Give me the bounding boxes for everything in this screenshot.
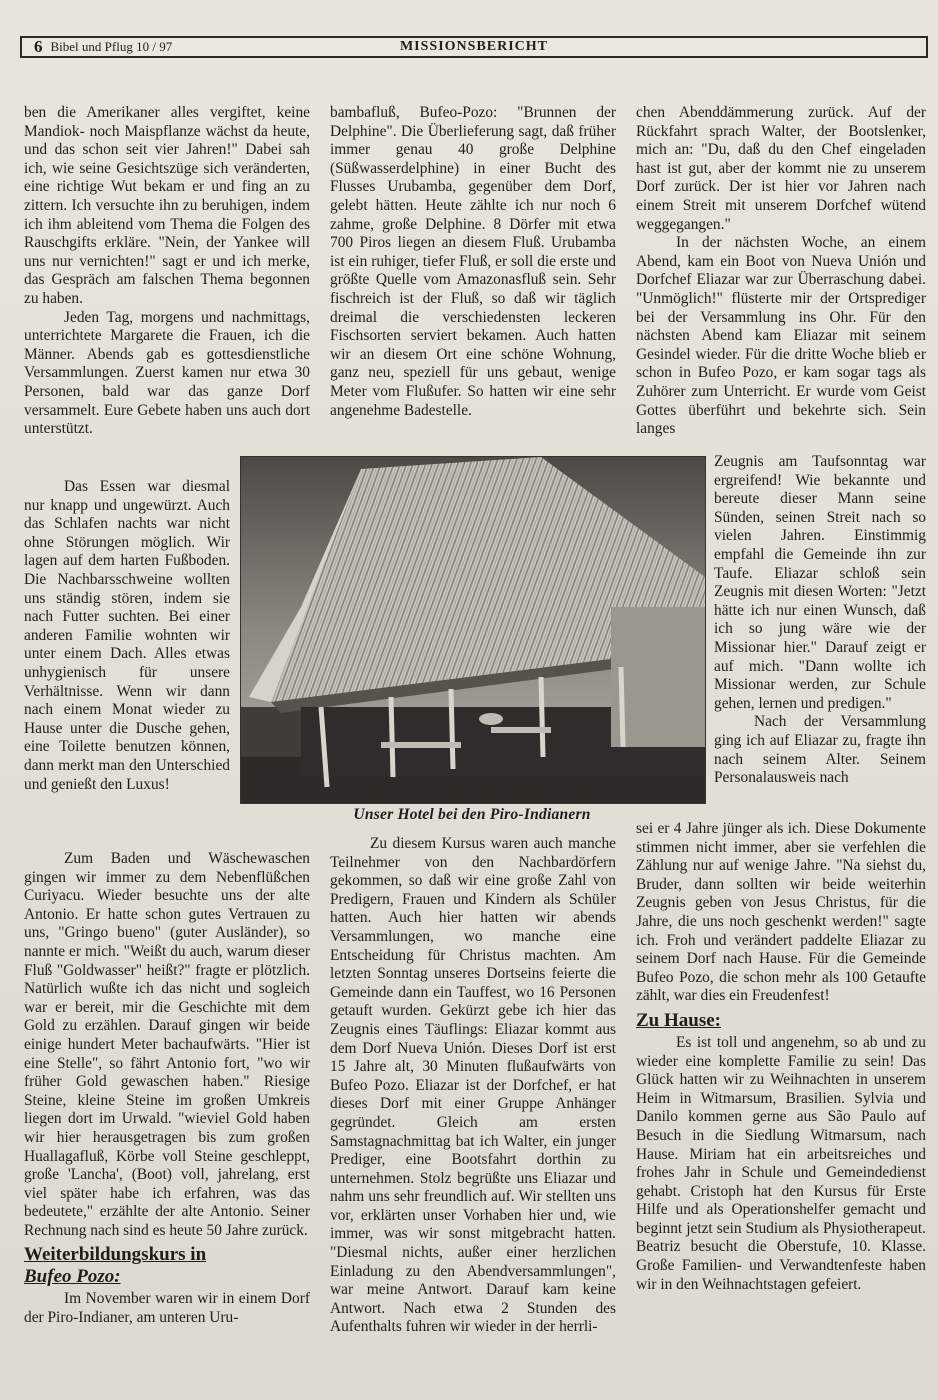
publication-issue: Bibel und Pflug 10 / 97 [50, 39, 173, 54]
paragraph: ben die Amerikaner alles vergiftet, keine Mandiok- noch Maispflanze wächst da heute, und das schon seit vier Jahren!" Dabei sah ich, wie seine Gesichtszüge sich veränderten, eine richtige Wut bekam er und fing an zu zittern. Ich versuchte ihn zu beruhigen, indem ich ihm ableitend vom Thema die Folgen des Rauschgifts erkläre. "Nein, der Yankee will uns nur vernichten!" sagt er und ich merke, das Gespräch am falschen Thema begonnen zu haben. [24, 104, 310, 307]
paragraph: Es ist toll und angenehm, so ab und zu wieder eine komplette Familie zu sein! Das Glück hatten wir zu Weihnachten in unserem Heim in Witmarsum, Brasilien. Sylvia und Danilo kommen gerne aus São Paulo auf Besuch in die Siedlung Witmarsum, nach Hause. Miriam hat ein arbeitsreiches und frohes Jahr in Schule und Gemeindedienst gehabt. Cristoph hat den Kursus für Erste Hilfe und als Operationshelfer gemacht und beginnt jetzt sein Studium als Physiotherapeut. Beatriz besucht die Oberstufe, 10. Klasse. Große Familien- und Verwandtenfeste haben wir in den Weihnachtstagen gefeiert. [636, 1033, 926, 1293]
column-2-lower [330, 835, 616, 1337]
paragraph: bambafluß, Bufeo-Pozo: "Brunnen der Delphine". Die Überlieferung sagt, daß früher immer genau 40 große Delphine (Süßwasserdelphine) in einer Bucht des Flusses Urubamba, gegenüber dem Dorf, gelebt hätten. Heute zählte ich nur noch 6 zahme, große Delphine. 8 Dörfer mit etwa 700 Piros liegen an diesem Fluß. Urubamba ist ein ruhiger, tiefer Fluß, er soll die erste und größte Quelle vom Amazonasfluß sein. Sehr fischreich ist der Fluß, so daß wir täglich dreimal die verschiedensten leckeren Fischsorten serviert bekamen. Auch hatten wir an diesem Ort eine schöne Wohnung, ganz neu, speziell für uns gebaut, wenige Meter vom Flußufer. So hatten wir eine sehr angenehme Badestelle. [330, 104, 616, 419]
paragraph: Das Essen war diesmal nur knapp und ungewürzt. Auch das Schlafen nachts war nicht ohne Störungen möglich. Wir lagen auf dem harten Fußboden. Die Nachbarsschweine wollten uns ständig stören, indem sie nach Futter suchten. Bei einer anderen Familie wohnten wir unter einem Dach. Alles etwas unhygienisch für unsere Verhältnisse. Wenn wir dann nach einem Monat wieder zu Hause unter die Dusche gehen, eine Toilette benutzen können, dann merkt man den Unterschied und genießt den Luxus! [24, 478, 230, 793]
paragraph: Nach der Versammlung ging ich auf Eliazar zu, fragte ihn nach seinem Alter. Seinem Personalausweis nach [714, 713, 926, 787]
paragraph: Zeugnis am Taufsonntag war ergreifend! Wie bekannte und bereute dieser Mann seine Sünden, seinen Streit nach so vielen Jahren. Einstimmig empfahl die Gemeinde ihn zur Taufe. Eliazar schloß sein Zeugnis mit diesen Worten: "Jetzt hätte ich nur einen Wunsch, daß ich so jung wäre wie der Missionar hier." Darauf zeigt er auf mich. "Dann wollte ich Missionar werden, zur Schule gehen, lernen und predigen." [714, 453, 926, 712]
column-3-top [636, 104, 926, 439]
column-2-top [330, 104, 616, 420]
paragraph: Im November waren wir in einem Dorf der Piro-Indianer, am unteren Uru- [24, 1290, 310, 1327]
section-title: MISSIONSBERICHT [399, 39, 549, 54]
column-3-beside-photo [714, 453, 926, 788]
column-1-lower [24, 850, 310, 1328]
hut-photo [240, 456, 706, 804]
page-number: 6 [34, 37, 43, 56]
paragraph: Jeden Tag, morgens und nachmittags, unterrichtete Margarete die Frauen, ich die Männer. Abends gab es gottesdienstliche Versammlungen. Zuerst kamen nur etwa 30 Personen, bald war das ganze Dorf versammelt. Eure Gebete haben uns auch dort unterstützt. [24, 308, 310, 438]
paragraph: chen Abenddämmerung zurück. Auf der Rückfahrt sprach Walter, der Bootslenker, mich an: "Du, daß du den Chef eingeladen hast ist gut, aber der kommt nie zu unserem Dorf zurück. Der ist hier vor Jahren nach einem Streit mit unserem Dorfchef wütend weggegangen." [636, 104, 926, 233]
paragraph: Zum Baden und Wäschewaschen gingen wir immer zu dem Nebenflüßchen Curiyacu. Wieder besuchte uns der alte Antonio. Er hatte schon gutes Vertrauen zu uns, "Gringo bueno" (guter Ausländer), so nannte er mich. "Weißt du auch, warum dieser Fluß "Goldwasser" heißt?" fragte er plötzlich. Natürlich wußte ich das nicht und sogleich war er bereit, mir die Geschichte mit dem Gold zu erzählen. Darauf gingen wir beide einige hundert Meter bachaufwärts. "Hier ist eine Stelle", so fährt Antonio fort, "wo wir früher Gold gewaschen haben." Riesige Steine, kleine Steine im großen Umkreis liegen dort im Urwald. "wieviel Gold haben wir hier herausgetragen bis zum großen Huallagafluß, Körbe voll Steine geschleppt, große 'Lancha', (Boot) voll, jahrelang, erst viel später habe ich erfahren, was das bedeutete," erzählte der alte Antonio. Seiner Rechnung nach sind es heute 50 Jahre zurück. [24, 850, 310, 1239]
column-1-beside-photo [24, 478, 230, 794]
paragraph: In der nächsten Woche, an einem Abend, kam ein Boot von Nueva Unión und Dorfchef Eliazar war zur Überraschung dabei. "Unmöglich!" flüsterte mir der Ortsprediger bei der Versammlung ins Ohr. Für den nächsten Abend kam Eliazar mit seinem Gesindel wieder. Für die dritte Woche blieb er schon in Bufeo Pozo, er kam sogar tags als Zuhörer zum Unterricht. Er wurde vom Geist Gottes überführt und bekehrte sich. Sein langes [636, 234, 926, 438]
subheading-line-1: Weiterbildungskurs in [24, 1244, 207, 1266]
page-header [20, 36, 928, 58]
subheading-zu-hause: Zu Hause: [636, 1009, 721, 1031]
subheading-line-2: Bufeo Pozo: [24, 1266, 121, 1288]
photo-caption: Unser Hotel bei den Piro-Indianern [353, 806, 591, 823]
paragraph: sei er 4 Jahre jünger als ich. Diese Dokumente stimmen nicht immer, aber sie verfehlen die Zählung nur auf wenige Jahre. "Na siehst du, Bruder, dann sollten wir beide weiterhin Zeugnis geben von Jesus Christus, für die Jahre, die uns noch geschenkt werden!" sagte ich. Froh und verändert paddelte Eliazar zu seinem Dorf nach Hause. Für die Gemeinde Bufeo Pozo, die schon mehr als 100 Getaufte zählt, war dies ein Freudenfest! [636, 820, 926, 1005]
thatched-hut-illustration [241, 457, 705, 803]
column-3-lower [636, 820, 926, 1294]
paragraph: Zu diesem Kursus waren auch manche Teilnehmer von den Nachbardörfern gekommen, so daß wir eine große Zahl von Predigern, Frauen und Kindern als Schüler hatten. Auch hier hatten wir abends Versammlungen, wo manche eine Entscheidung für Christus machten. Am letzten Sonntag unseres Dortseins feierte die Gemeinde dann ein Tauffest, wo 16 Personen getauft wurden. Gekürzt gebe ich hier das Zeugnis eines Täuflings: Eliazar kommt aus dem Dorf Nueva Unión. Dieses Dorf ist erst 15 Jahre alt, 30 Minuten flußaufwärts von Bufeo Pozo. Eliazar ist der Dorfchef, er hat dieses Dorf mit einer Gruppe Anhänger gegründet. Gleich am ersten Samstagnachmittag bat ich Walter, ein junger Prediger, eine Bootsfahrt dorthin zu unternehmen. Stolz begrüßte uns Eliazar und nahm uns sehr freundlich auf. Wir stellten uns vor, erklärten unser Vorhaben hier und, wie immer, was wir sonst mitgebracht hatten. "Diesmal nichts, außer einer herzlichen Einladung zu den Abendversammlungen", war meine Antwort. Darauf kam keine Antwort. Nach etwa 2 Stunden des Aufenthalts fuhren wir wieder in der herrli- [330, 835, 616, 1336]
column-1-top [24, 104, 310, 439]
subheading-weiterbildung [24, 1244, 310, 1288]
